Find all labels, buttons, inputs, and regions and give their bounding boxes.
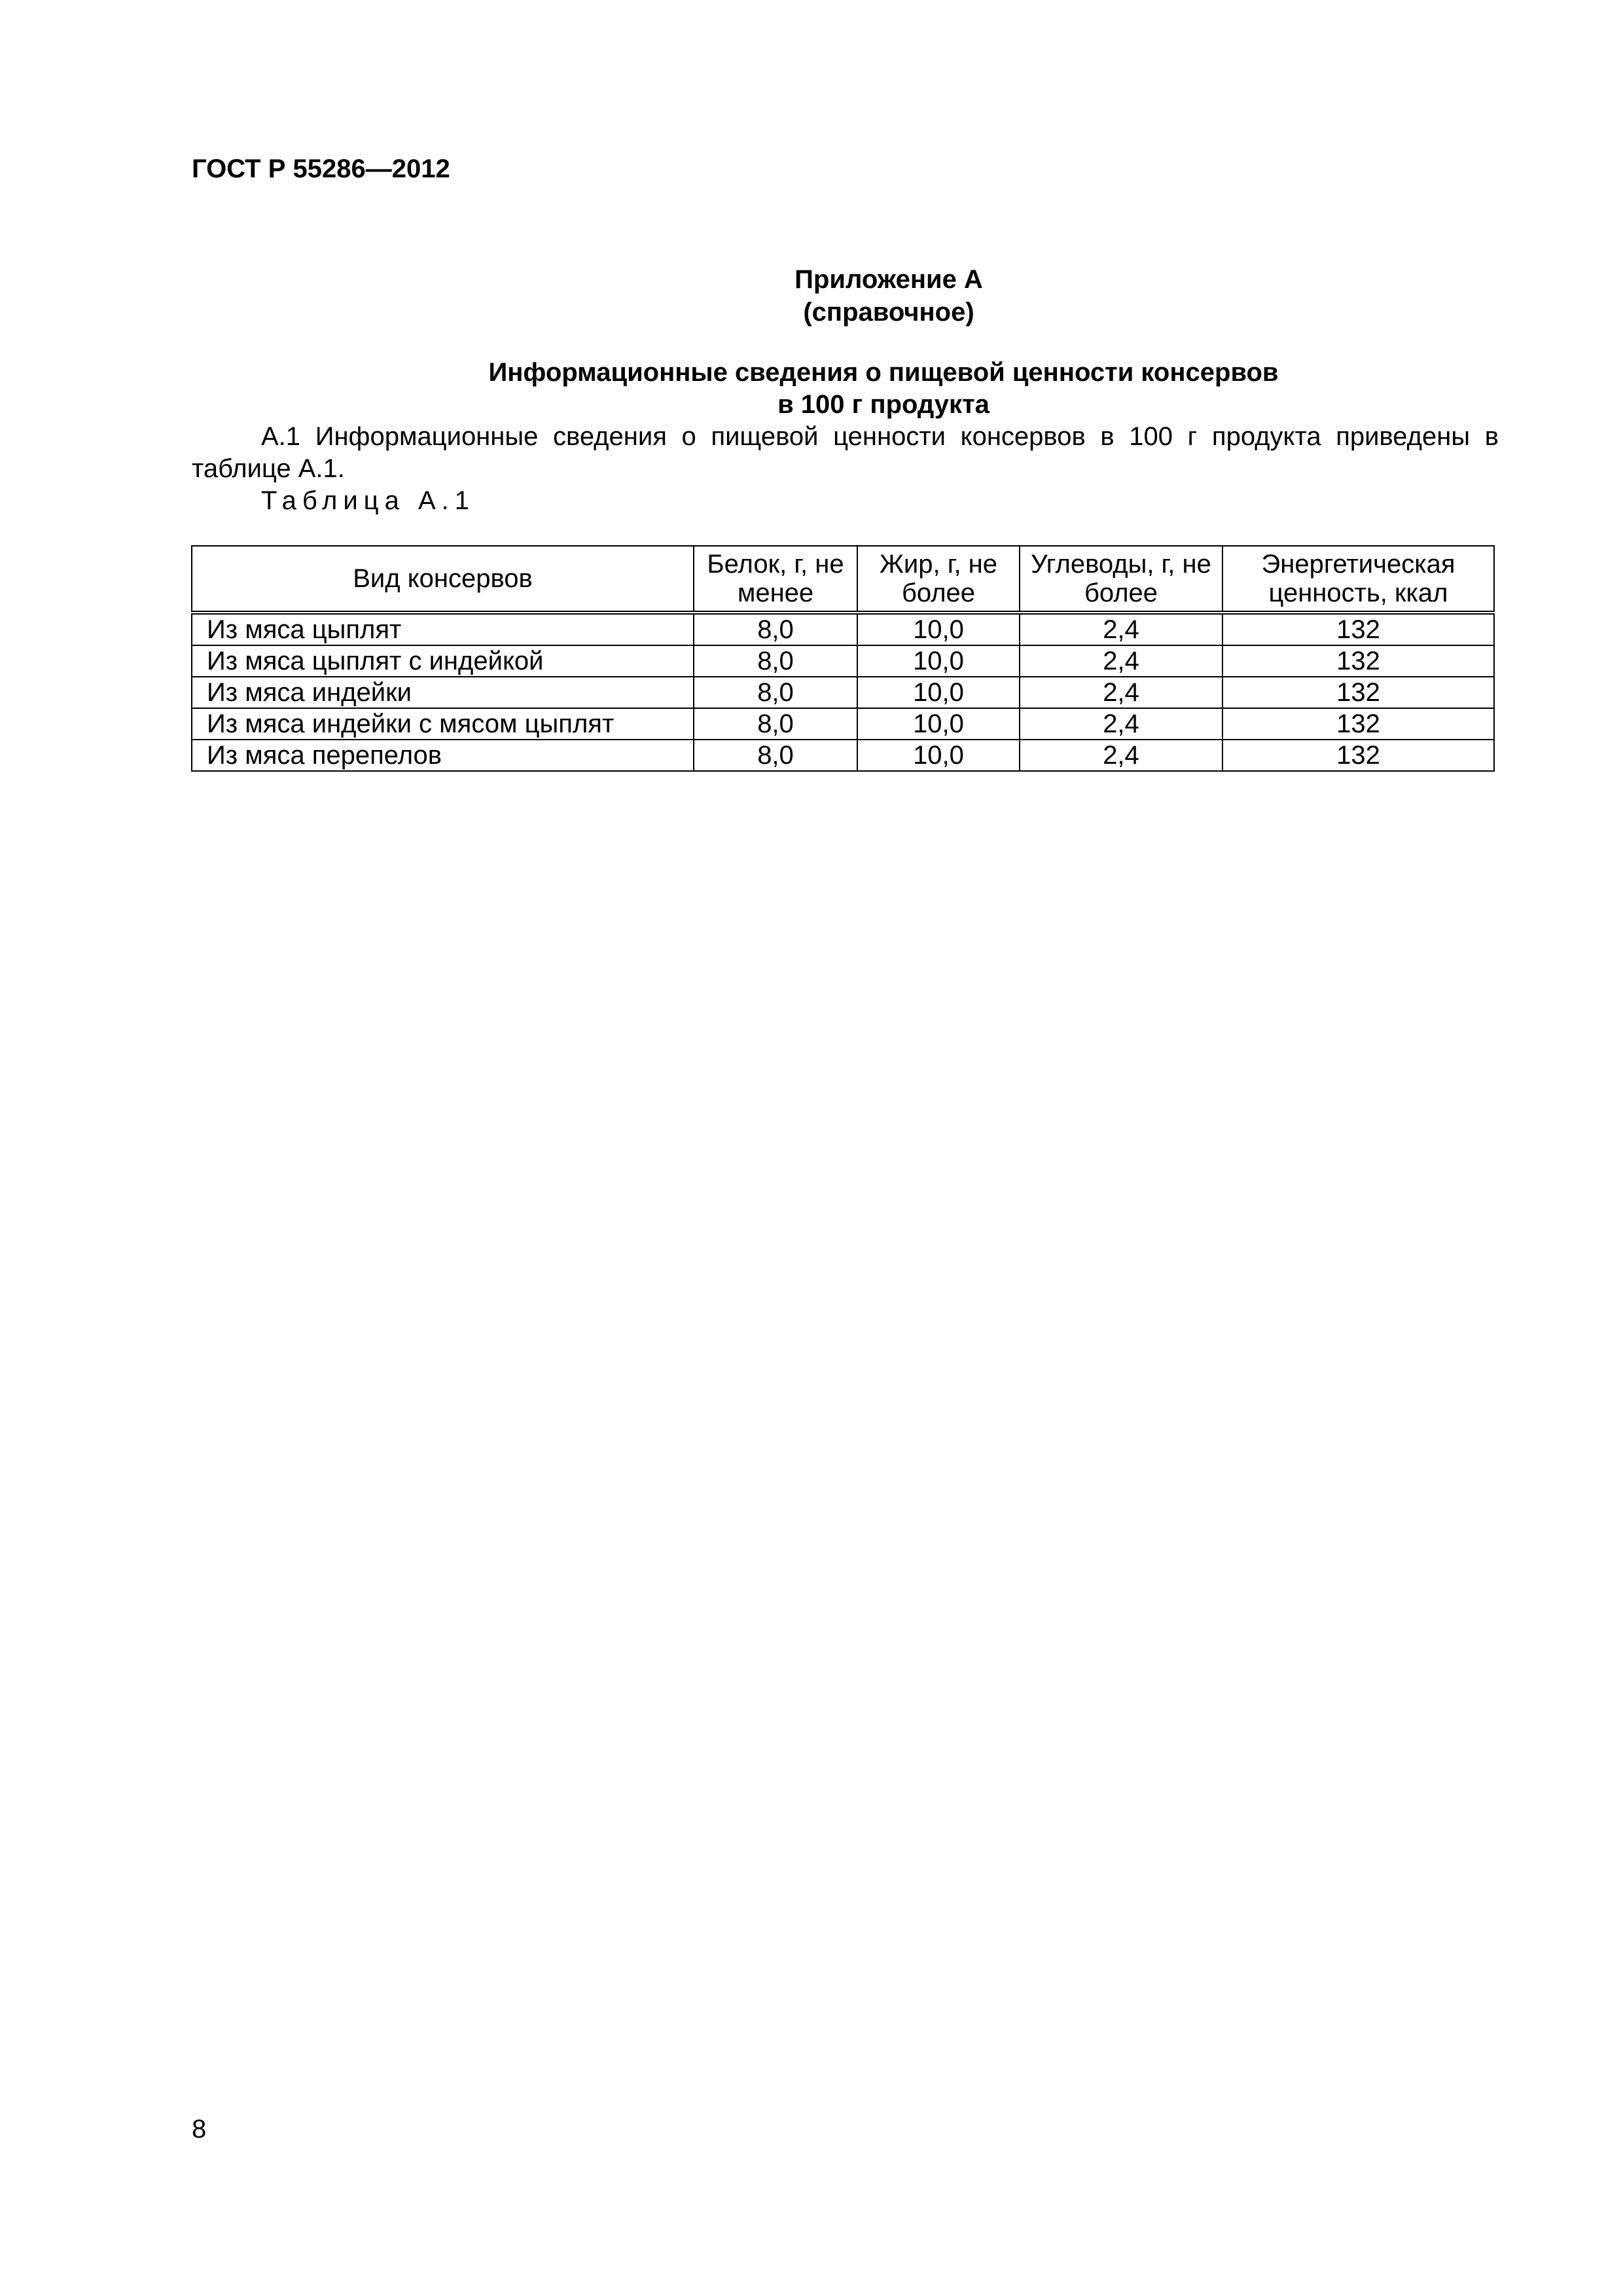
section-title-line-2: в 100 г продукта <box>777 390 990 419</box>
section-title-line-1: Информационные сведения о пищевой ценности консервов <box>488 358 1279 387</box>
annex-heading <box>679 263 1098 329</box>
cell-protein: 8,0 <box>694 708 857 740</box>
table-header-row <box>192 546 1494 613</box>
annex-title: Приложение А <box>794 265 983 294</box>
cell-fat: 10,0 <box>857 645 1020 677</box>
header-cell-carbohydrates: Углеводы, г, не более <box>1020 546 1222 613</box>
cell-energy: 132 <box>1222 677 1494 708</box>
cell-protein: 8,0 <box>694 740 857 771</box>
cell-fat: 10,0 <box>857 677 1020 708</box>
cell-product-name: Из мяса индейки <box>192 677 694 708</box>
header-cell-fat: Жир, г, не более <box>857 546 1020 613</box>
section-title <box>425 357 1342 421</box>
header-cell-protein: Белок, г, не менее <box>694 546 857 613</box>
table-row <box>192 677 1494 708</box>
header-cell-product-type: Вид консервов <box>192 546 694 613</box>
cell-fat: 10,0 <box>857 740 1020 771</box>
cell-energy: 132 <box>1222 740 1494 771</box>
table-row <box>192 613 1494 645</box>
cell-carbohydrates: 2,4 <box>1020 613 1222 645</box>
cell-carbohydrates: 2,4 <box>1020 677 1222 708</box>
cell-carbohydrates: 2,4 <box>1020 740 1222 771</box>
cell-product-name: Из мяса индейки с мясом цыплят <box>192 708 694 740</box>
cell-protein: 8,0 <box>694 645 857 677</box>
cell-product-name: Из мяса цыплят <box>192 613 694 645</box>
intro-paragraph: А.1 Информационные сведения о пищевой ценности консервов в 100 г продукта приведены в таблице А.1. <box>192 422 1499 483</box>
cell-carbohydrates: 2,4 <box>1020 708 1222 740</box>
nutrition-table <box>191 545 1495 772</box>
cell-carbohydrates: 2,4 <box>1020 645 1222 677</box>
table-caption: Таблица А.1 <box>261 486 475 515</box>
cell-protein: 8,0 <box>694 613 857 645</box>
document-code: ГОСТ Р 55286—2012 <box>192 154 450 183</box>
table-row <box>192 740 1494 771</box>
header-cell-energy-value: Энергетическая ценность, ккал <box>1222 546 1494 613</box>
cell-fat: 10,0 <box>857 613 1020 645</box>
cell-protein: 8,0 <box>694 677 857 708</box>
cell-product-name: Из мяса цыплят с индейкой <box>192 645 694 677</box>
page-number: 8 <box>192 2115 207 2144</box>
cell-energy: 132 <box>1222 613 1494 645</box>
cell-energy: 132 <box>1222 645 1494 677</box>
table-row <box>192 645 1494 677</box>
annex-status: (справочное) <box>803 298 974 327</box>
table-row <box>192 708 1494 740</box>
cell-energy: 132 <box>1222 708 1494 740</box>
cell-fat: 10,0 <box>857 708 1020 740</box>
cell-product-name: Из мяса перепелов <box>192 740 694 771</box>
